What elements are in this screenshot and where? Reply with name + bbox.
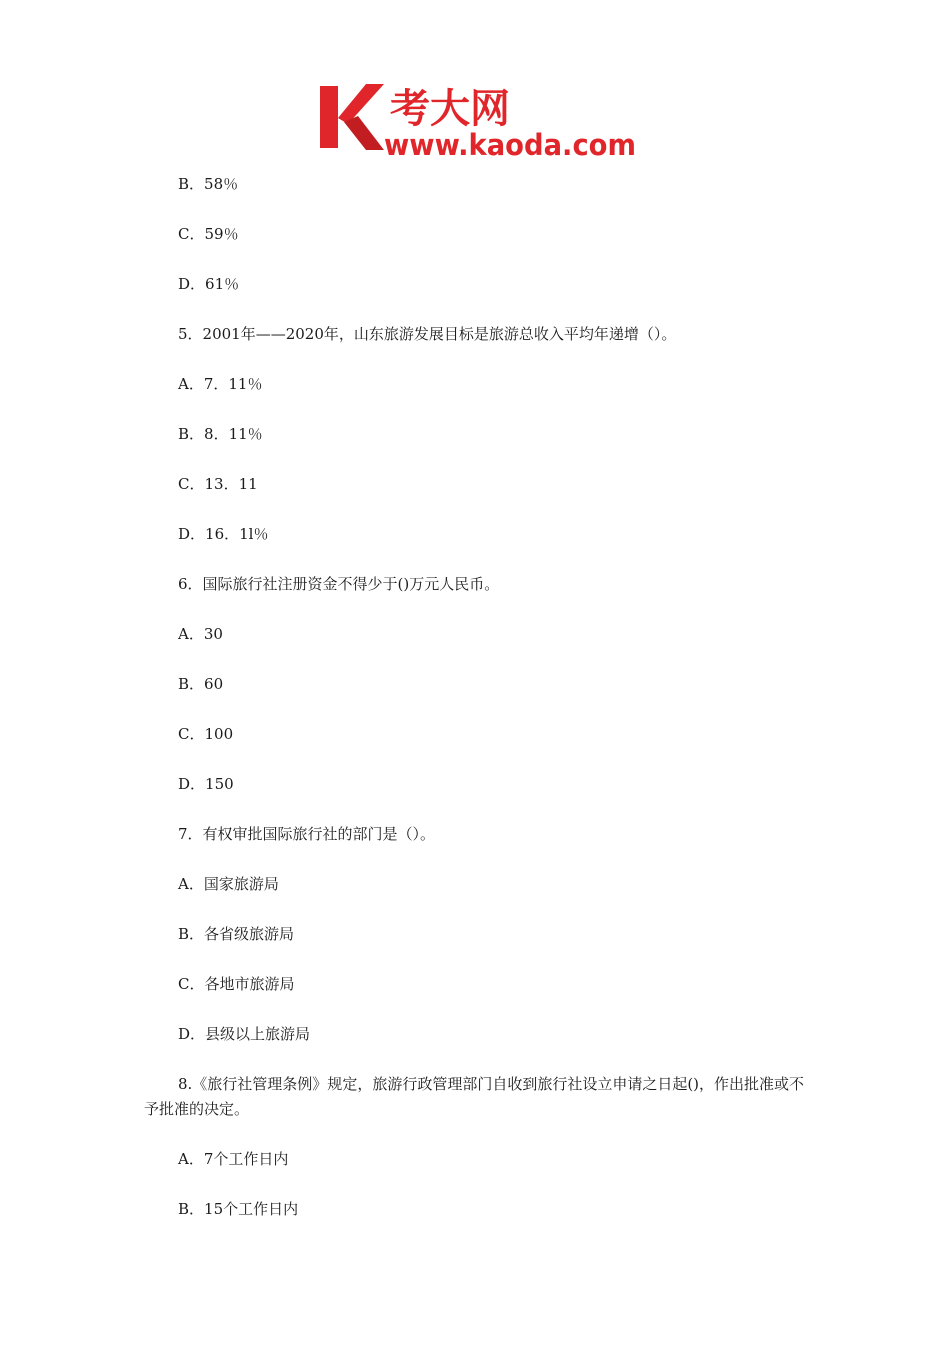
option-line: B．15个工作日内 [178,1200,299,1218]
option-line: D．16．1l％ [178,525,269,543]
question-line: 7．有权审批国际旅行社的部门是（）。 [178,825,436,843]
option-line: A．7．11％ [178,375,263,393]
question-paragraph: 8.《旅行社管理条例》规定，旅游行政管理部门自收到旅行社设立申请之日起()，作出批准或不予批准的决定。 [144,1075,805,1118]
option-line: A．国家旅游局 [178,875,279,893]
question-line: 5．2001年——2020年，山东旅游发展目标是旅游总收入平均年递增（）。 [178,325,677,343]
option-line: A．30 [178,625,223,643]
question-line: 6．国际旅行社注册资金不得少于()万元人民币。 [178,575,500,593]
logo-url-text: www.kaoda.com [384,128,636,160]
kaoda-logo [318,78,640,160]
option-line: B．各省级旅游局 [178,925,295,943]
kaoda-logo-graphic [318,78,640,160]
option-line: D．150 [178,775,234,793]
option-line: B．8．11％ [178,425,263,443]
option-line: A．7个工作日内 [178,1150,289,1168]
option-line: B．60 [178,675,224,693]
option-line: D．61％ [178,275,240,293]
option-line: C．100 [178,725,234,743]
option-line: B．58％ [178,175,239,193]
logo-cn-text: 考大网 [390,86,510,132]
option-line: D．县级以上旅游局 [178,1025,311,1043]
option-line: C．59％ [178,225,239,243]
option-line: C．各地市旅游局 [178,975,295,993]
option-line: C．13．11 [178,475,258,493]
